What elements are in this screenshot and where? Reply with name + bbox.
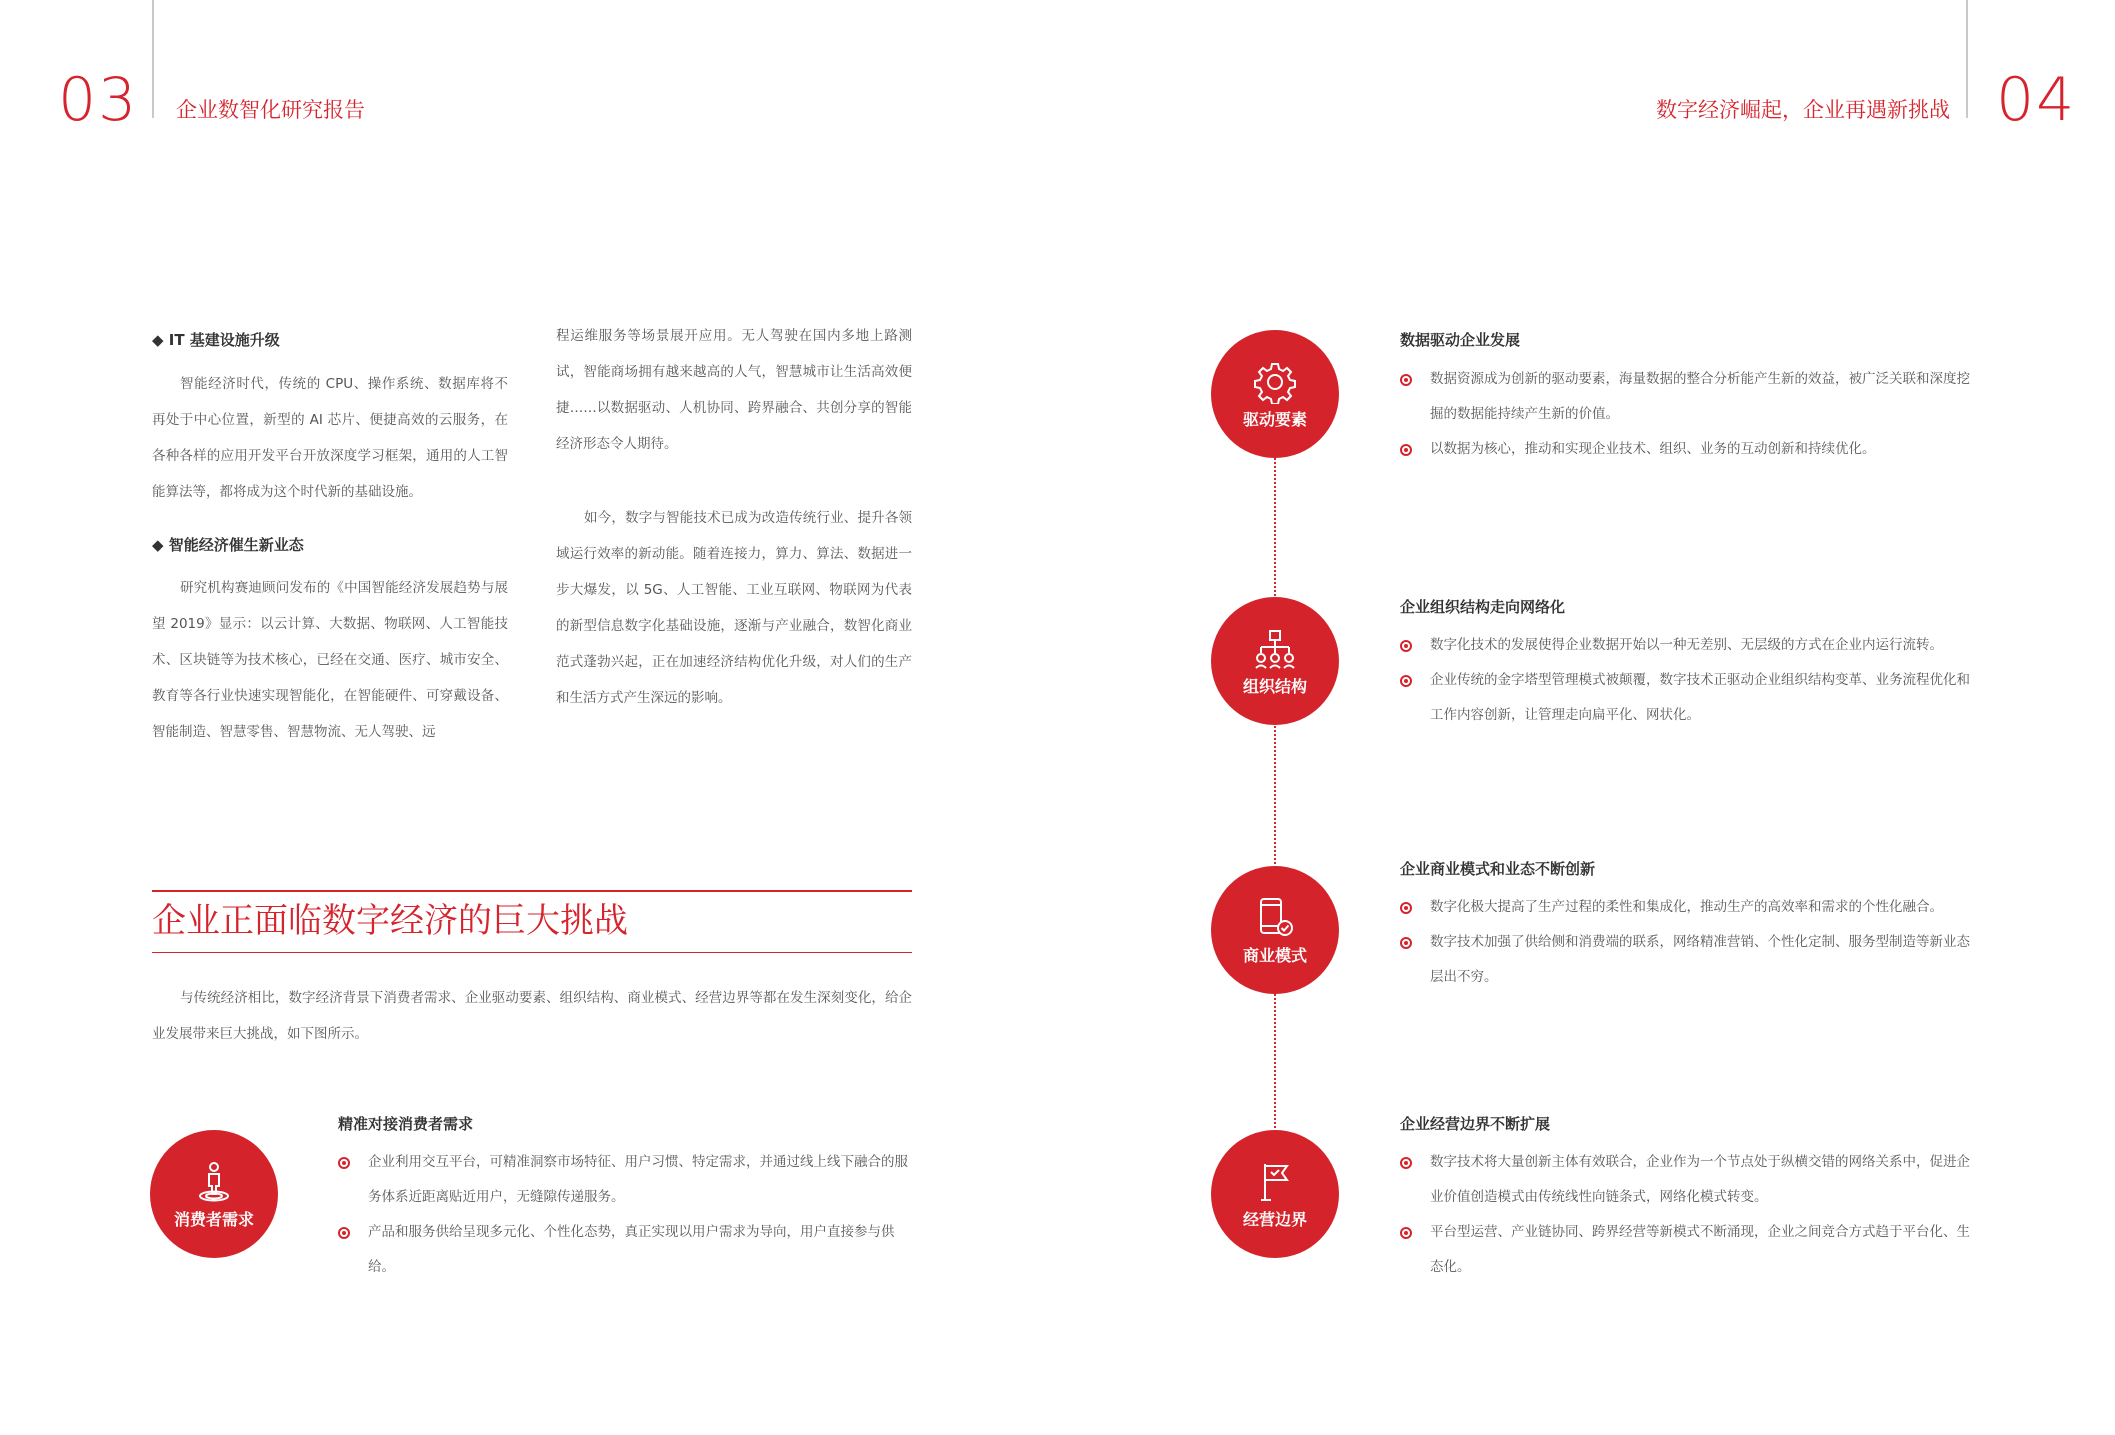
person-target-icon <box>192 1160 236 1204</box>
bullet-text: 数字化极大提高了生产过程的柔性和集成化，推动生产的高效率和需求的个性化融合。 <box>1430 899 1943 915</box>
heading-new-business-forms: ◆ 智能经济催生新业态 <box>152 536 304 554</box>
circle-label: 消费者需求 <box>173 1210 254 1229</box>
org-chart-icon <box>1253 627 1297 671</box>
item-bullets-business-innovation <box>1400 890 1970 995</box>
bullet-text: 平台型运营、产业链协同、跨界经营等新模式不断涌现，企业之间竞合方式趋于平台化、生态化。 <box>1430 1224 1970 1275</box>
list-item <box>1400 628 1970 663</box>
bullet-marker-icon <box>1400 675 1412 687</box>
bullet-text: 数据资源成为创新的驱动要素，海量数据的整合分析能产生新的效益，被广泛关联和深度挖掘的数据能持续产生新的价值。 <box>1430 371 1970 422</box>
right-header-divider <box>1966 0 1968 118</box>
circle-label: 商业模式 <box>1242 946 1307 965</box>
bullet-text: 企业传统的金字塔型管理模式被颠覆，数字技术正驱动企业组织结构变革、业务流程优化和工作内容创新，让管理走向扁平化、网状化。 <box>1430 672 1970 723</box>
bullet-marker-icon <box>338 1157 350 1169</box>
paragraph-digital-tech: 如今，数字与智能技术已成为改造传统行业、提升各领域运行效率的新动能。随着连接力，算力、算法、数据进一步大爆发，以 5G、人工智能、工业互联网、物联网为代表的新型信息数字化基础设施，逐渐与产业融合，数智化商业范式蓬勃兴起，正在加速经济结构优化升级，对人们的生产和生活方式产生深远的影响。 <box>556 510 912 706</box>
bullet-text: 数字化技术的发展使得企业数据开始以一种无差别、无层级的方式在企业内运行流转。 <box>1430 637 1943 653</box>
flag-icon <box>1253 1160 1297 1204</box>
section-title-block <box>152 890 912 953</box>
left-header-title: 企业数智化研究报告 <box>176 98 365 122</box>
left-header-divider <box>152 0 154 118</box>
consumer-bullets <box>338 1145 912 1285</box>
list-item <box>1400 362 1970 432</box>
circle-driving-factors <box>1211 330 1339 458</box>
list-item <box>1400 432 1970 467</box>
section-bottom-rule <box>152 952 912 953</box>
circle-consumer-demand <box>150 1130 278 1258</box>
item-title-business-innovation: 企业商业模式和业态不断创新 <box>1400 860 1596 878</box>
bullet-marker-icon <box>1400 937 1412 949</box>
section-title: 企业正面临数字经济的巨大挑战 <box>152 901 628 941</box>
list-item <box>338 1215 912 1285</box>
bullet-text: 产品和服务供给呈现多元化、个性化态势，真正实现以用户需求为导向，用户直接参与供给。 <box>368 1224 895 1275</box>
heading-it-infrastructure: ◆ IT 基建设施升级 <box>152 331 280 349</box>
bullet-text: 以数据为核心，推动和实现企业技术、组织、业务的互动创新和持续优化。 <box>1430 441 1876 457</box>
gear-icon <box>1253 360 1297 404</box>
mobile-check-icon <box>1253 896 1297 940</box>
circle-org-structure <box>1211 597 1339 725</box>
circle-label: 经营边界 <box>1242 1210 1307 1229</box>
bullet-marker-icon <box>1400 1227 1412 1239</box>
list-item <box>338 1145 912 1215</box>
bullet-marker-icon <box>1400 1157 1412 1169</box>
list-item <box>1400 1215 1970 1285</box>
timeline-connector <box>1274 458 1276 1128</box>
bullet-marker-icon <box>1400 640 1412 652</box>
circle-operation-boundary <box>1211 1130 1339 1258</box>
bullet-marker-icon <box>1400 374 1412 386</box>
bullet-text: 数字技术加强了供给侧和消费端的联系，网络精准营销、个性化定制、服务型制造等新业态层出不穷。 <box>1430 934 1970 985</box>
item-bullets-boundary-expansion <box>1400 1145 1970 1285</box>
item-bullets-data-driven <box>1400 362 1970 467</box>
paragraph-it-infrastructure: 智能经济时代，传统的 CPU、操作系统、数据库将不再处于中心位置，新型的 AI 芯片、便捷高效的云服务，在各种各样的应用开发平台开放深度学习框架，通用的人工智能算法等，都将成为这个时代新的基础设施。 <box>152 376 508 500</box>
bullet-marker-icon <box>1400 444 1412 456</box>
bullet-marker-icon <box>338 1227 350 1239</box>
circle-label: 组织结构 <box>1242 677 1307 696</box>
item-bullets-org-network <box>1400 628 1970 733</box>
item-title-org-network: 企业组织结构走向网络化 <box>1400 598 1566 616</box>
paragraph-new-business-forms: 研究机构赛迪顾问发布的《中国智能经济发展趋势与展望 2019》显示：以云计算、大数据、物联网、人工智能技术、区块链等为技术核心，已经在交通、医疗、城市安全、教育等各行业快速实现智能化，在智能硬件、可穿戴设备、智能制造、智慧零售、智慧物流、无人驾驶、远 <box>152 580 508 740</box>
consumer-title: 精准对接消费者需求 <box>338 1115 474 1133</box>
item-title-boundary-expansion: 企业经营边界不断扩展 <box>1400 1115 1551 1133</box>
bullet-text: 企业利用交互平台，可精准洞察市场特征、用户习惯、特定需求，并通过线上线下融合的服务体系近距离贴近用户，无缝隙传递服务。 <box>368 1154 908 1205</box>
circle-label: 驱动要素 <box>1242 410 1307 429</box>
circle-business-model <box>1211 866 1339 994</box>
paragraph-continuation: 程运维服务等场景展开应用。无人驾驶在国内多地上路测试，智能商场拥有越来越高的人气，智慧城市让生活高效便捷……以数据驱动、人机协同、跨界融合、共创分享的智能经济形态令人期待。 <box>556 328 912 452</box>
right-header-title: 数字经济崛起，企业再遇新挑战 <box>1656 98 1950 122</box>
right-page-number: 04 <box>1996 65 2077 135</box>
bullet-marker-icon <box>1400 902 1412 914</box>
section-intro: 与传统经济相比，数字经济背景下消费者需求、企业驱动要素、组织结构、商业模式、经营边界等都在发生深刻变化，给企业发展带来巨大挑战，如下图所示。 <box>152 990 912 1042</box>
list-item <box>1400 925 1970 995</box>
item-title-data-driven: 数据驱动企业发展 <box>1400 331 1521 349</box>
list-item <box>1400 1145 1970 1215</box>
left-page-number: 03 <box>58 65 139 135</box>
list-item <box>1400 663 1970 733</box>
bullet-text: 数字技术将大量创新主体有效联合，企业作为一个节点处于纵横交错的网络关系中，促进企业价值创造模式由传统线性向链条式，网络化模式转变。 <box>1430 1154 1970 1205</box>
list-item <box>1400 890 1970 925</box>
